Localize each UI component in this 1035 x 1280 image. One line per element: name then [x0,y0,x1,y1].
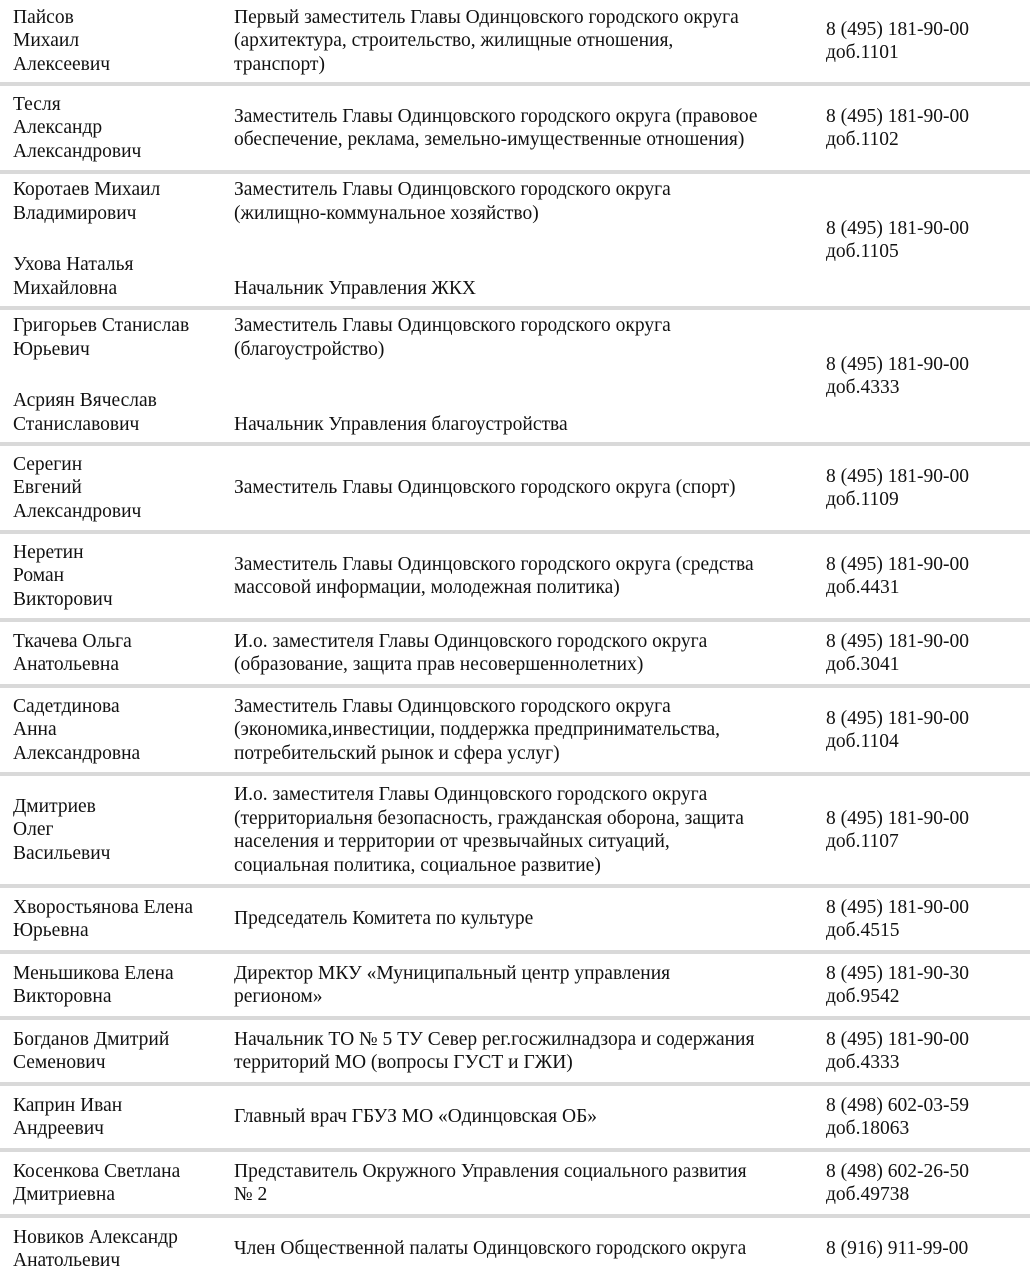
name-line: Владимирович [13,202,137,224]
name-line: Богданов Дмитрий [13,1028,170,1050]
person-name [13,0,225,82]
name-line: Алексеевич [13,53,111,75]
name-line: Станиславович [13,413,140,435]
position-line: № 2 [234,1184,268,1205]
person-position [234,622,819,684]
position-line: (образование, защита прав несовершеннолетних) [234,654,644,675]
position-group-deputy [234,178,819,225]
position-line: (территориальня безопасность, гражданская оборона, защита [234,807,744,829]
person-position [234,776,819,884]
phone-line: доб.1104 [826,731,899,752]
name-line: Дмитриевна [13,1184,115,1205]
phone-line: доб.1105 [826,241,899,262]
person-name [13,534,225,618]
person-position [234,888,819,950]
person-position [234,1152,819,1214]
name-line: Анатольевна [13,654,120,675]
phone-number [826,0,1031,82]
phone-line: 8 (495) 181-90-00 [826,465,969,487]
phone-number [826,446,1031,530]
person-position [234,310,819,442]
position-line: Представитель Окружного Управления социального развития [234,1160,747,1182]
position-line: Заместитель Главы Одинцовского городского округа [234,315,671,336]
name-line: Коротаев Михаил [13,179,161,200]
name-line: Хворостьянова Елена [13,896,193,918]
name-line: Роман [13,565,65,587]
phone-line: 8 (495) 181-90-30 [826,962,969,984]
phone-line: доб.1109 [826,489,899,510]
position-line: И.о. заместителя Главы Одинцовского городского округа [234,630,708,652]
phone-line: 8 (916) 911-99-00 [826,1238,969,1260]
person-name [13,776,225,884]
name-line: Анна [13,719,57,741]
name-group-deputy [13,178,225,225]
phone-line: 8 (495) 181-90-00 [826,1028,969,1050]
position-group-head [234,413,819,437]
phone-line: 8 (495) 181-90-00 [826,707,969,729]
name-line: Юрьевна [13,920,89,941]
name-line: Григорьев Станислав [13,315,190,336]
phone-number [826,888,1031,950]
name-line: Викторовна [13,986,112,1007]
name-line: Неретин [13,541,84,563]
name-line: Дмитриев [13,795,96,817]
position-group-deputy [234,314,819,361]
name-line: Михаил [13,30,80,52]
table-row [0,1086,1035,1148]
phone-line: 8 (495) 181-90-00 [826,896,969,918]
phone-number [826,776,1031,884]
position-line: (жилищно-коммунальное хозяйство) [234,202,539,224]
name-line: Олег [13,819,54,841]
name-line: Меньшикова Елена [13,962,174,984]
phone-number [826,954,1031,1016]
position-line: Заместитель Главы Одинцовского городского округа [234,695,671,717]
name-group-deputy [13,314,225,361]
position-line: социальная политика, социальное развитие) [234,854,601,876]
position-line: Председатель Комитета по культуре [234,908,534,930]
table-row [0,86,1035,170]
table-row [0,1152,1035,1214]
person-name [13,1218,225,1280]
phone-line: 8 (495) 181-90-00 [826,18,969,40]
name-line: Пайсов [13,6,74,28]
name-line: Евгений [13,477,82,499]
position-line: Начальник Управления ЖКХ [234,277,476,299]
person-position [234,954,819,1016]
phone-line: доб.49738 [826,1184,910,1205]
position-line: Начальник ТО № 5 ТУ Север рег.госжилнадзора и содержания [234,1028,755,1050]
position-line: регионом» [234,986,323,1007]
phone-line: доб.4431 [826,577,900,598]
person-name [13,688,225,772]
person-name [13,446,225,530]
name-line: Новиков Александр [13,1226,178,1248]
position-line: Главный врач ГБУЗ МО «Одинцовская ОБ» [234,1106,598,1128]
table-row [0,534,1035,618]
name-line: Тесля [13,93,61,115]
person-position [234,1086,819,1148]
person-name [13,622,225,684]
person-position [234,0,819,82]
person-position [234,1218,819,1280]
phone-line: 8 (495) 181-90-00 [826,105,969,127]
person-name [13,1020,225,1082]
person-position [234,86,819,170]
phone-line: 8 (495) 181-90-00 [826,630,969,652]
person-name [13,86,225,170]
person-name [13,1086,225,1148]
person-name [13,954,225,1016]
phone-line: доб.1101 [826,42,899,63]
person-name [13,1152,225,1214]
position-line: массовой информации, молодежная политика) [234,577,620,598]
phone-number [826,622,1031,684]
person-name [13,174,225,306]
person-position [234,534,819,618]
phone-line: 8 (495) 181-90-00 [826,807,969,829]
phone-line: доб.4333 [826,377,900,398]
table-row [0,310,1035,442]
position-line: территорий МО (вопросы ГУСТ и ГЖИ) [234,1052,573,1073]
phone-line: доб.4333 [826,1052,900,1073]
person-position [234,1020,819,1082]
phone-number [826,1020,1031,1082]
phone-line: 8 (498) 602-26-50 [826,1160,969,1182]
name-line: Косенкова Светлана [13,1160,181,1182]
table-row [0,888,1035,950]
position-line: потребительский рынок и сфера услуг) [234,742,560,764]
phone-line: доб.1107 [826,831,899,852]
name-line: Серегин [13,453,83,475]
name-line: Александр [13,117,103,139]
name-line: Анатольевич [13,1250,121,1271]
position-line: (благоустройство) [234,338,385,360]
phone-line: 8 (498) 602-03-59 [826,1094,969,1116]
phone-number [826,688,1031,772]
phone-line: доб.9542 [826,986,900,1007]
table-row [0,446,1035,530]
phone-number [826,174,1031,306]
phone-number [826,86,1031,170]
position-line: Заместитель Главы Одинцовского городского округа (правовое [234,105,758,127]
person-position [234,174,819,306]
name-line: Каприн Иван [13,1094,123,1116]
position-line: (экономика,инвестиции, поддержка предпринимательства, [234,719,721,741]
phone-line: 8 (495) 181-90-00 [826,217,969,239]
name-group-head [13,389,225,436]
position-group-head [234,277,819,301]
table-row [0,954,1035,1016]
person-name [13,888,225,950]
person-position [234,446,819,530]
phone-line: 8 (495) 181-90-00 [826,353,969,375]
table-row [0,688,1035,772]
position-line: Заместитель Главы Одинцовского городского округа [234,179,671,200]
phone-line: доб.1102 [826,129,899,150]
person-name [13,310,225,442]
position-line: населения и территории от чрезвычайных ситуаций, [234,831,670,852]
position-line: Заместитель Главы Одинцовского городского округа (средства [234,553,754,575]
phone-number [826,1152,1031,1214]
position-line: (архитектура, строительство, жилищные отношения, [234,30,674,52]
name-line: Александровна [13,742,141,764]
table-row [0,0,1035,82]
position-line: обеспечение, реклама, земельно-имущественные отношения) [234,129,745,150]
name-line: Михайловна [13,277,118,299]
position-line: Директор МКУ «Муниципальный центр управления [234,962,671,984]
name-line: Ухова Наталья [13,254,134,275]
name-group-head [13,253,225,300]
phone-number [826,1218,1031,1280]
table-row [0,1020,1035,1082]
name-line: Юрьевич [13,338,90,360]
name-line: Семенович [13,1052,106,1073]
position-line: Первый заместитель Главы Одинцовского городского округа [234,6,739,28]
table-row [0,622,1035,684]
phone-line: доб.3041 [826,654,900,675]
person-position [234,688,819,772]
position-line: Заместитель Главы Одинцовского городского округа (спорт) [234,477,736,499]
phone-line: доб.4515 [826,920,900,941]
position-line: И.о. заместителя Главы Одинцовского городского округа [234,784,708,805]
name-line: Викторович [13,588,113,610]
name-line: Садетдинова [13,695,120,717]
table-row [0,776,1035,884]
name-line: Александрович [13,140,142,162]
position-line: Член Общественной палаты Одинцовского городского округа [234,1238,747,1260]
position-line: Начальник Управления благоустройства [234,413,568,435]
name-line: Васильевич [13,842,111,864]
table-row [0,174,1035,306]
name-line: Ткачева Ольга [13,630,132,652]
phone-number [826,1086,1031,1148]
phone-line: 8 (495) 181-90-00 [826,553,969,575]
phone-number [826,534,1031,618]
phone-number [826,310,1031,442]
name-line: Андреевич [13,1118,104,1139]
name-line: Александрович [13,500,142,522]
name-line: Асриян Вячеслав [13,390,157,411]
position-line: транспорт) [234,53,325,75]
phone-line: доб.18063 [826,1118,910,1139]
table-row [0,1218,1035,1280]
